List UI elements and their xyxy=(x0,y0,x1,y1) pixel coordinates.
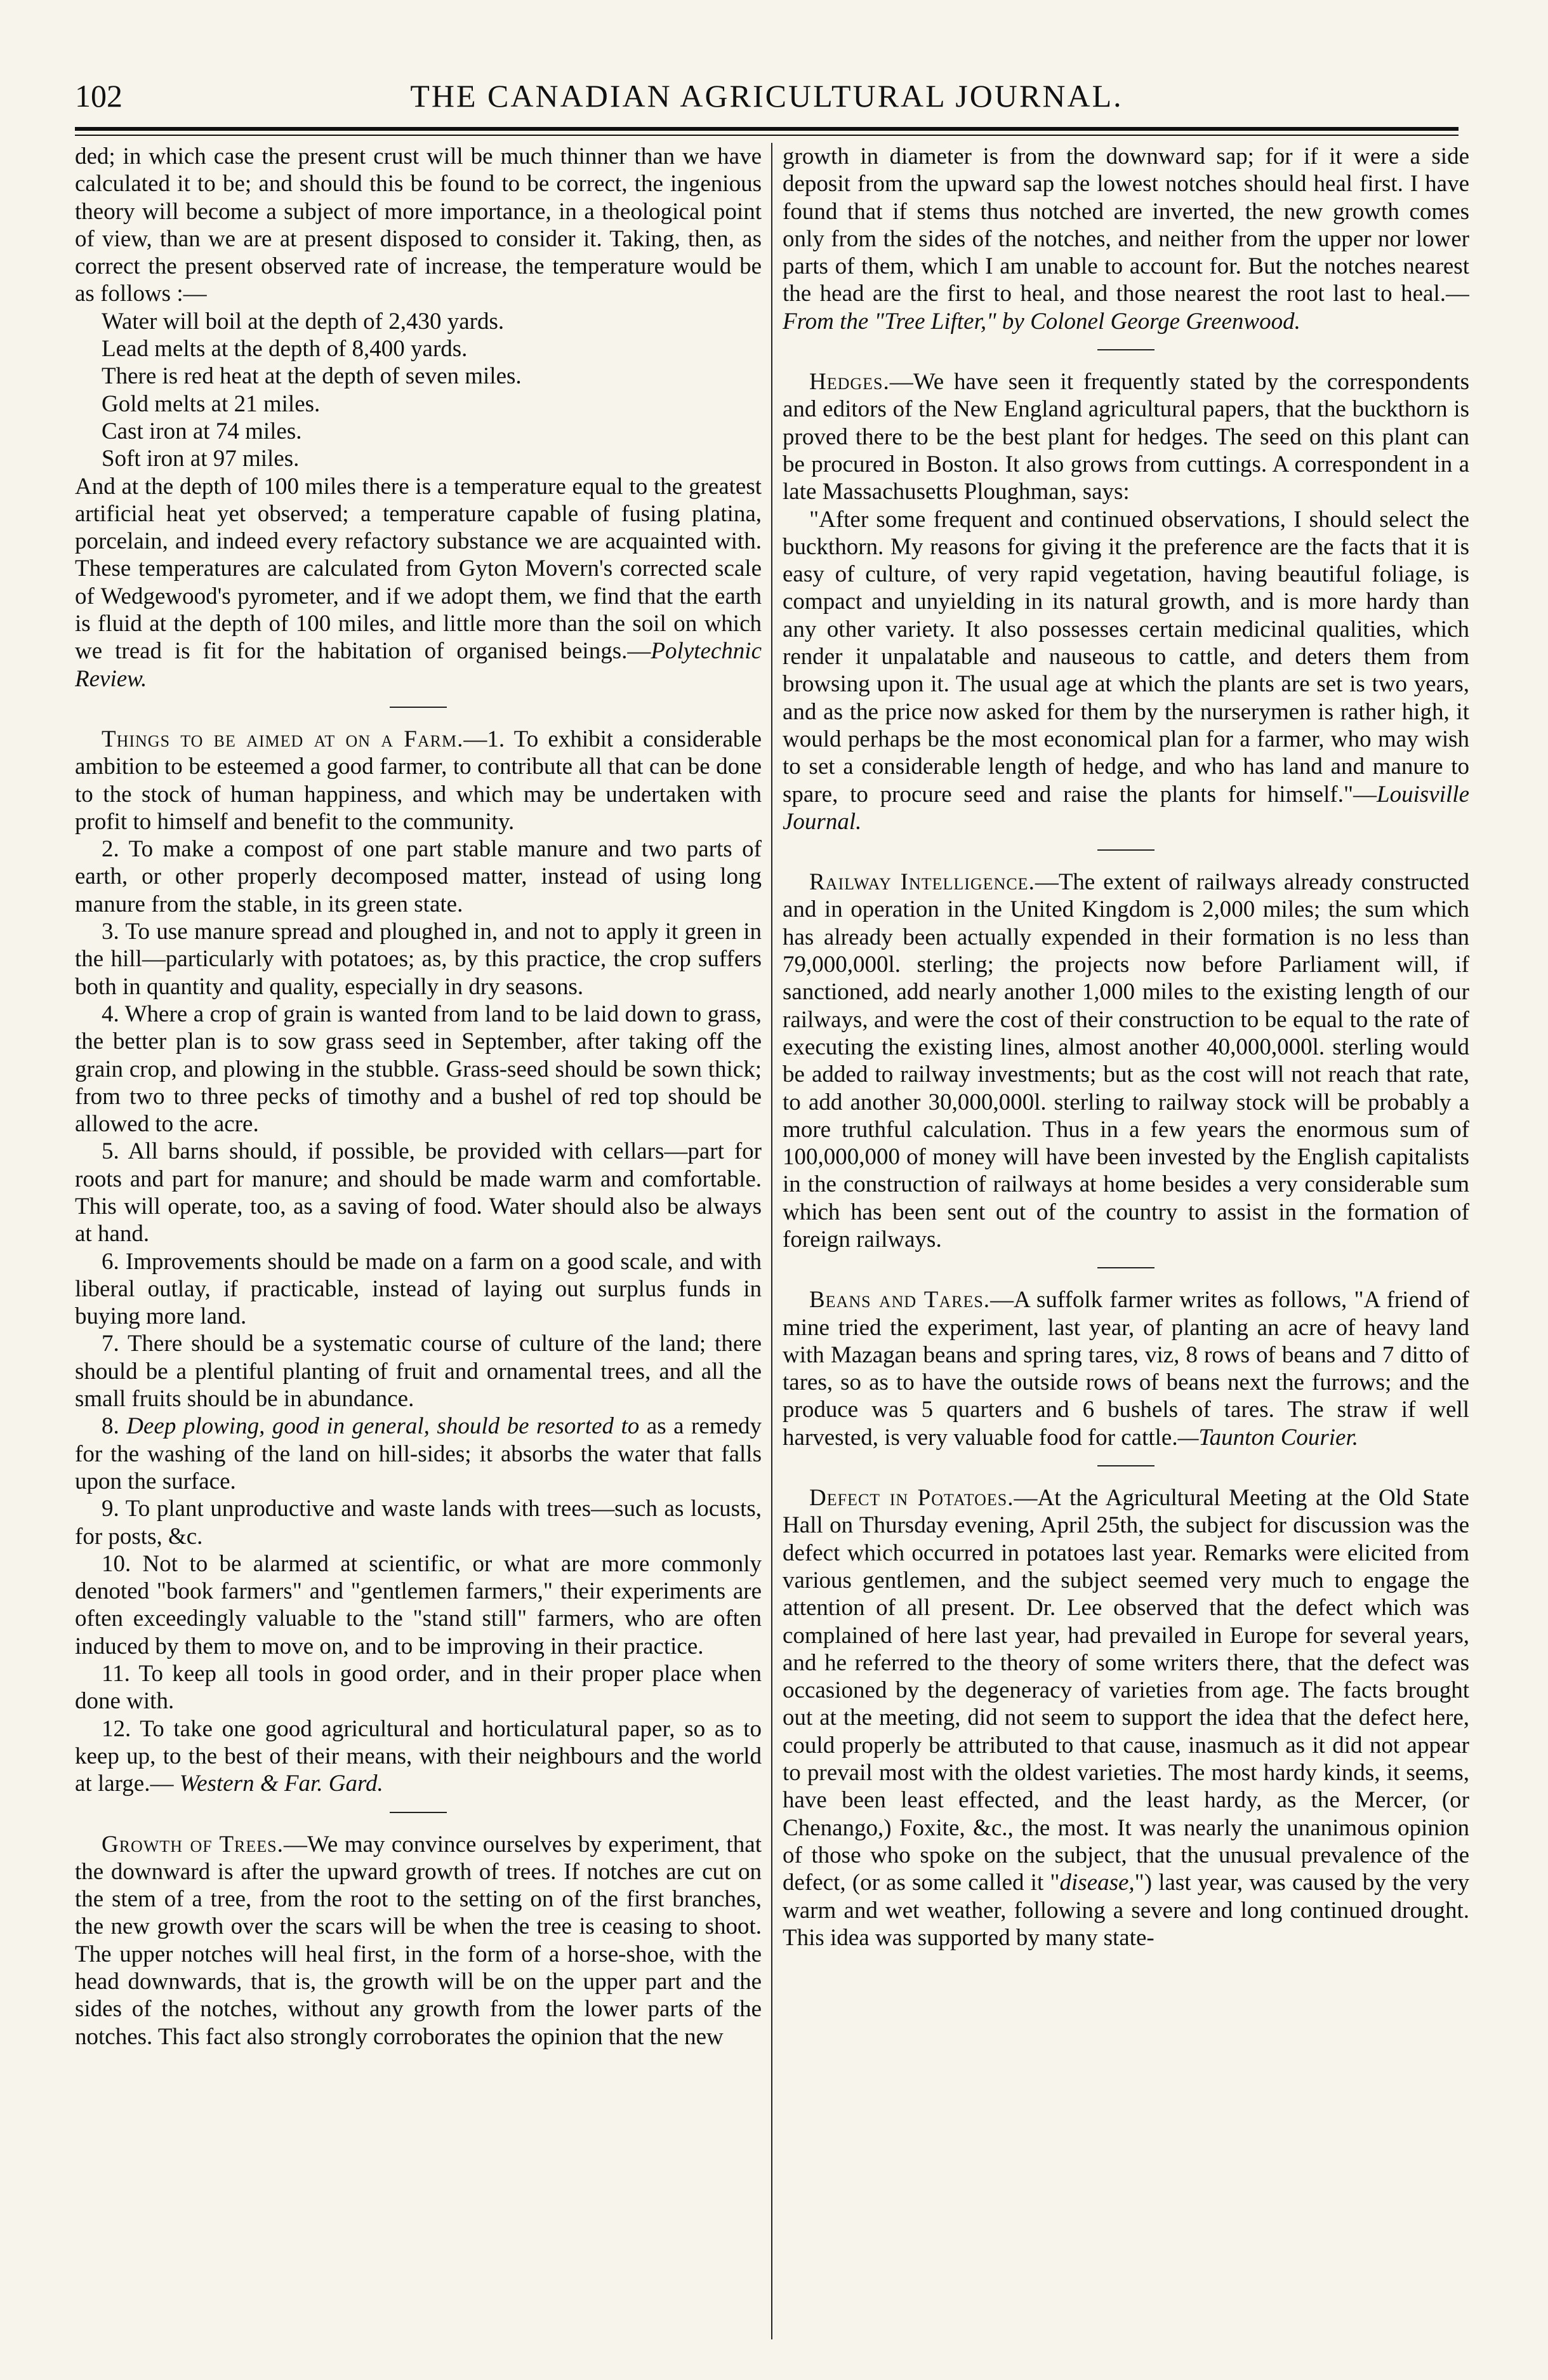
growth-continued-text: growth in diameter is from the downward sap; for if it were a side deposit from the upward sap the lowest notches should heal first. I have found that if stems thus notched are inverted, the new growth comes only from the sides of the notches, and neither from the upper nor lower parts of them, which I am unable to account for. But the notches nearest the head are the first to heal, and those nearest the root last to heal.— xyxy=(783,143,1469,307)
source-tree-lifter: From the "Tree Lifter," by Colonel George Greenwood. xyxy=(783,308,1300,335)
temperature-line: Soft iron at 97 miles. xyxy=(102,446,300,472)
page-number: 102 xyxy=(75,78,122,114)
railway-heading: Railway Intelligence. xyxy=(809,869,1035,896)
earth-temperature-intro: ded; in which case the present crust will be much thinner than we have calculated it to be; and should this be found to be correct, the ingenious theory will become a subject of more importance, in a theological point of view, than we are at present disposed to consider it. Taking, then, as correct the present observed rate of increase, the temperature would be as follows :— xyxy=(75,143,762,307)
hedges-quote xyxy=(783,506,1469,836)
item-12-text: 12. To take one good agricultural and horticulatural paper, so as to keep up, to the best of their means, with their neighbours and the world at large.— xyxy=(75,1715,762,1797)
temperature-line: There is red heat at the depth of seven miles. xyxy=(102,363,522,390)
growth-text: —We may convince ourselves by experiment, that the downward is after the upward growth of trees. If notches are cut on the stem of a tree, from the root to the setting on of the first branches, the new growth over the scars will be when the tree is ceasing to shoot. The upper notches will heal first, in the form of a horse-shoe, with the head downwards, that is, the growth will be on the upper part and the sides of the notches, without any growth from the lower parts of the notches. This fact also strongly corroborates the opinion that the new xyxy=(75,1831,762,2050)
things-item: 5. All barns should, if possible, be provided with cellars—part for roots and part for manure; and should be made warm and comfortable. This will operate, too, as a saving of food. Water should also be always at hand. xyxy=(75,1138,762,1247)
conclusion-text: And at the depth of 100 miles there is a temperature equal to the greatest artificial heat yet observed; a temperature capable of fusing platina, porcelain, and indeed every refactory substance we are acquainted with. These temperatures are calculated from Gyton Movern's corrected scale of Wedgewood's pyrometer, and if we adopt them, we find that the earth is fluid at the depth of 100 miles, and little more than the soil on which we tread is fit for the habitation of organised beings.— xyxy=(75,473,762,665)
growth-continued xyxy=(783,143,1469,335)
left-column xyxy=(75,143,762,2346)
potatoes-article xyxy=(783,1484,1469,1951)
things-item: 6. Improvements should be made on a farm on a good scale, and with liberal outlay, if practicable, instead of laying out surplus funds in buying more land. xyxy=(75,1248,762,1330)
things-item: 3. To use manure spread and ploughed in, and not to apply it green in the hill—particularly with potatoes; as, by this practice, the crop suffers both in quantity and quality, especially in dry seasons. xyxy=(75,919,762,1000)
beans-heading: Beans and Tares. xyxy=(809,1287,991,1313)
column-divider xyxy=(771,143,772,2339)
railway-article xyxy=(783,868,1469,1253)
beans-article xyxy=(783,1286,1469,1451)
running-title: THE CANADIAN AGRICULTURAL JOURNAL. xyxy=(410,78,1123,114)
item-8-number: 8. xyxy=(102,1413,127,1440)
hedges-text: —We have seen it frequently stated by the correspondents and editors of the New England agricultural papers, that the buckthorn is proved there to be the best plant for hedges. The seed on this plant can be procured in Boston. It also grows from cuttings. A correspondent in a late Massachusetts Ploughman, says: xyxy=(783,369,1469,505)
hedges-heading: Hedges. xyxy=(809,369,890,396)
source-western-far-gard: Western & Far. Gard. xyxy=(179,1771,383,1797)
item-8-italic: Deep plowing, good in general, should be resorted to xyxy=(126,1413,640,1440)
right-column xyxy=(783,143,1469,2346)
growth-article xyxy=(75,1831,762,2051)
section-divider xyxy=(1097,849,1154,851)
temperature-line: Cast iron at 74 miles. xyxy=(102,418,302,444)
section-divider xyxy=(390,707,447,708)
potatoes-heading: Defect in Potatoes. xyxy=(809,1485,1014,1512)
header-rule xyxy=(75,127,1459,131)
section-divider xyxy=(390,1812,447,1813)
things-item-1: —1. To exhibit a considerable ambition to be esteemed a good farmer, to contribute all that can be done to the stock of human happiness, and which may be undertaken with profit to himself and benefit to the community. xyxy=(75,726,762,835)
earth-temperature-conclusion xyxy=(75,473,762,693)
section-divider xyxy=(1097,349,1154,350)
page-header xyxy=(75,74,1459,124)
things-item: 11. To keep all tools in good order, and in their proper place when done with. xyxy=(75,1661,762,1715)
things-item-8 xyxy=(75,1413,762,1495)
temperature-line: Gold melts at 21 miles. xyxy=(102,390,321,417)
railway-text: —The extent of railways already constructed and in operation in the United Kingdom is 2,000 miles; the sum which has already been actually expended in their formation is no less than 79,000,000l. sterling; the projects now before Parliament will, if sanctioned, add nearly another 1,000 miles to the existing length of our railways, and were the cost of their construction to be equal to the rate of executing the existing lines, almost another 40,000,000l. sterling would be added to railway investments; but as the cost will not reach that rate, to add another 30,000,000l. sterling to railway stock will be probably a more truthful calculation. Thus in a few years the enormous sum of 100,000,000 of money will have been invested by the English capitalists in the construction of railways at home besides a very considerable sum which has been sent out of the country to assist in the formation of foreign railways. xyxy=(783,869,1469,1253)
things-item: 4. Where a crop of grain is wanted from land to be laid down to grass, the better plan is to sow grass seed in September, after taking off the grain crop, and plowing in the stubble. Grass-seed should be sown thick; from two to three pecks of timothy and a bushel of red top should be allowed to the acre. xyxy=(75,1001,762,1138)
beans-text: —A suffolk farmer writes as follows, "A friend of mine tried the experiment, last year, of planting an acre of heavy land with Mazagan beans and spring tares, viz, 8 rows of beans and 7 ditto of tares, so as to have the outside rows of beans next the furrows; and the produce was 5 quarters and 6 bushels of tares. The straw if well harvested, is very valuable food for cattle. xyxy=(783,1287,1469,1451)
things-item: 10. Not to be alarmed at scientific, or what are more commonly denoted "book farmers" and "gentlemen farmers," their experiments are often exceedingly valuable to the "stand still" farmers, who are often induced by them to move on, and to be improving in their practice. xyxy=(75,1550,762,1659)
temperature-list xyxy=(75,308,762,473)
source-polytechnic: Polytechnic Review. xyxy=(75,638,762,692)
hedges-quote-text: "After some frequent and continued observations, I should select the buckthorn. My reasons for giving it the preference are the facts that it is easy of culture, of very rapid vegetation, having beautiful foliage, is compact and unyielding in its natural growth, and is more hardy than any other variety. It also possesses certain medicinal qualities, which render it unpalatable and nauseous to cattle, and deters them from browsing upon it. The usual age at which the plants are set is two years, and as the price now asked for them by the nurserymen is rather high, it would perhaps be the most economical plan for a farmer, who may wish to set a considerable length of hedge, and who has land and manure to spare, to procure seed and raise the plants for himself."— xyxy=(783,506,1469,808)
things-item: 7. There should be a systematic course of culture of the land; there should be a plentiful planting of fruit and ornamental trees, and all the small fruits should be in abundance. xyxy=(75,1331,762,1413)
temperature-line: Water will boil at the depth of 2,430 yards. xyxy=(102,308,505,335)
header-rule-thin xyxy=(75,135,1459,136)
potatoes-text: —At the Agricultural Meeting at the Old State Hall on Thursday evening, April 25th, the subject for discussion was the defect which occurred in potatoes last year. Remarks were elicited from various gentlemen, and the subject seemed very much to engage the attention of all present. Dr. Lee observed that the defect which was complained of here last year, had prevailed in Europe for several years, and he referred to the theory of some writers there, that the defect was occasioned by the degeneracy of varieties from age. The facts brought out at the meeting, did not seem to support the idea that the defect here, could properly be attributed to that cause, inasmuch as it did not appear to prevail most with the oldest varieties. The most hardy kinds, it seems, have been least effected, and the least hardy, as the Mercer, (or Chenango,) Foxite, &c., the most. It was nearly the unanimous opinion of those who spoke on the subject, that the unusual prevalence of the defect, (or as some called it " xyxy=(783,1485,1469,1896)
things-article-first xyxy=(75,726,762,835)
things-item-12 xyxy=(75,1715,762,1798)
things-item: 2. To make a compost of one part stable manure and two parts of earth, or other properly decomposed matter, instead of using long manure from the stable, in its green state. xyxy=(75,836,762,917)
disease-word: disease, xyxy=(1059,1870,1135,1896)
growth-heading: Growth of Trees. xyxy=(102,1831,284,1858)
section-divider xyxy=(1097,1267,1154,1268)
things-item: 9. To plant unproductive and waste lands with trees—such as locusts, for posts, &c. xyxy=(75,1496,762,1550)
source-louisville: Louisville Journal. xyxy=(783,781,1469,835)
potatoes-text-end: ") last year, was caused by the very warm and wet weather, following a severe and long continued drought. This idea was supported by many state- xyxy=(783,1870,1469,1951)
item-8-rest: as a remedy for the washing of the land on hill-sides; it absorbs the water that falls upon the surface. xyxy=(75,1413,762,1494)
source-taunton: —Taunton Courier. xyxy=(1177,1424,1359,1451)
things-heading: Things to be aimed at on a Farm. xyxy=(102,726,464,752)
hedges-article xyxy=(783,368,1469,505)
temperature-line: Lead melts at the depth of 8,400 yards. xyxy=(102,336,468,362)
section-divider xyxy=(1097,1465,1154,1466)
